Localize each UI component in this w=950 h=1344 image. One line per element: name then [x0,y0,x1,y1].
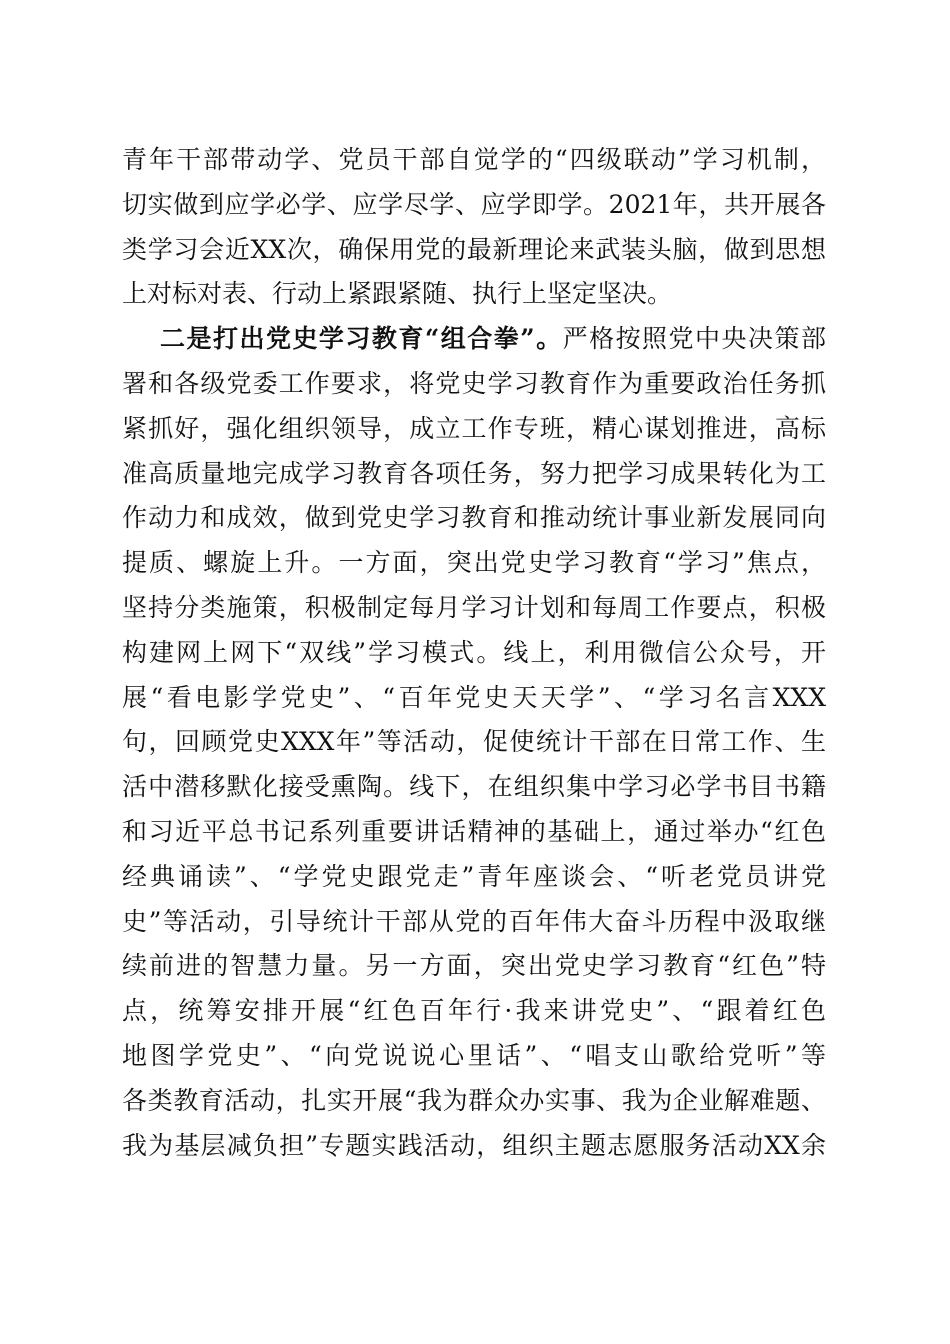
text-span: 严格按照党中央决策部 [562,324,826,354]
text-line: 经典诵读”、“学党史跟党走”青年座谈会、“听老党员讲党 [122,861,826,891]
text-line: 句，回顾党史XXX年”等活动，促使统计干部在日常工作、生 [122,727,826,757]
text-line: 提质、螺旋上升。一方面，突出党史学习教育“学习”焦点， [122,548,826,578]
text-line: 青年干部带动学、党员干部自觉学的“四级联动”学习机制， [122,145,826,174]
text-line: 作动力和成效，做到党史学习教育和推动统计事业新发展同向 [122,503,826,533]
text-line: 构建网上网下“双线”学习模式。线上，利用微信公众号，开 [122,637,826,667]
text-line: 切实做到应学必学、应学尽学、应学即学。2021年，共开展各 [122,189,826,219]
text-line: 类学习会近XX次，确保用党的最新理论来武装头脑，做到思想 [122,234,826,264]
text-line: 展“看电影学党史”、“百年党史天天学”、“学习名言XXX [122,682,826,712]
paragraph-study-mechanism [122,140,826,319]
text-line: 我为基层减负担”专题实践活动，组织主题志愿服务活动XX余 [122,1130,826,1160]
text-line: 地图学党史”、“向党说说心里话”、“唱支山歌给党听”等 [122,1040,826,1070]
text-line: 点，统筹安排开展“红色百年行·我来讲党史”、“跟着红色 [122,996,826,1026]
text-line: 活中潜移默化接受熏陶。线下，在组织集中学习必学书目书籍 [122,772,826,802]
text-line [122,319,826,364]
text-line: 史”等活动，引导统计干部从党的百年伟大奋斗历程中汲取继 [122,906,826,936]
text-line: 署和各级党委工作要求，将党史学习教育作为重要政治任务抓 [122,368,826,398]
text-line: 和习近平总书记系列重要讲话精神的基础上，通过举办“红色 [122,816,826,846]
text-line: 坚持分类施策，积极制定每月学习计划和每周工作要点，积极 [122,592,826,622]
text-line: 准高质量地完成学习教育各项任务，努力把学习成果转化为工 [122,458,826,488]
text-line: 上对标对表、行动上紧跟紧随、执行上坚定坚决。 [122,279,673,309]
paragraph-heading: 二是打出党史学习教育“组合拳”。 [160,324,563,354]
text-line: 续前进的智慧力量。另一方面，突出党史学习教育“红色”特 [122,951,826,981]
document-page [122,140,826,1170]
text-line: 各类教育活动，扎实开展“我为群众办实事、我为企业解难题、 [122,1085,826,1115]
text-line: 紧抓好，强化组织领导，成立工作专班，精心谋划推进，高标 [122,413,826,443]
paragraph-party-history [122,319,826,1170]
